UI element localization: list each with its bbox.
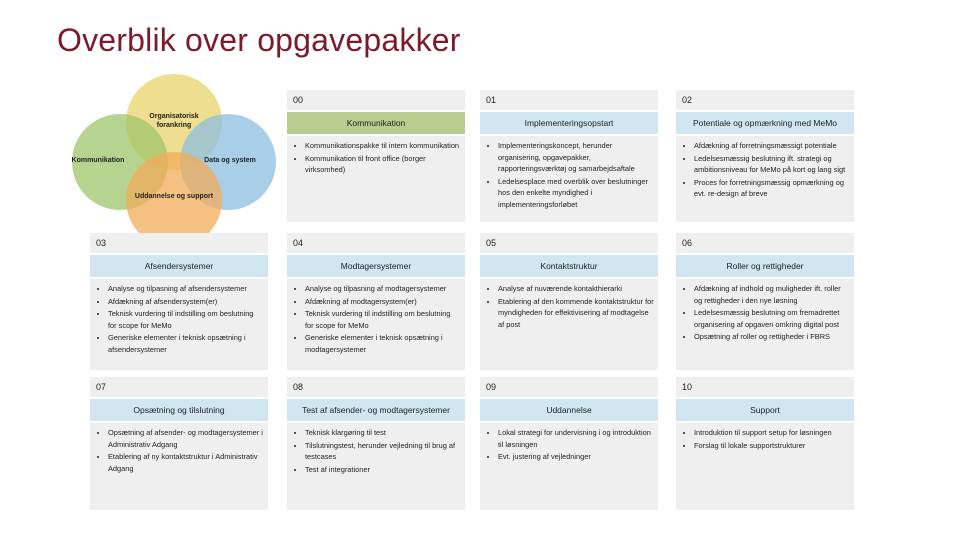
- task-title: Potentiale og opmærkning med MeMo: [676, 112, 854, 134]
- venn-label-bottom: Uddannelse og support: [134, 193, 214, 200]
- task-item: • Opsætning af afsender- og modtagersystemer i Administrativ Adgang: [108, 427, 264, 450]
- task-body: [90, 423, 268, 510]
- task-number: 10: [676, 377, 854, 397]
- venn-label-right: Data og system: [204, 157, 256, 164]
- task-cell-04: [287, 233, 465, 370]
- task-number: 07: [90, 377, 268, 397]
- task-item: • Afdækning af indhold og muligheder ift. roller og rettigheder i den nye løsning: [694, 283, 850, 306]
- task-title: Kommunikation: [287, 112, 465, 134]
- task-item: • Teknisk vurdering til indstilling om beslutning for scope for MeMo: [305, 308, 461, 331]
- task-item: • Generiske elementer i teknisk opsætning i modtagersystemer: [305, 332, 461, 355]
- task-cell-07: [90, 377, 268, 510]
- task-item: • Afdækning af modtagersystem(er): [305, 296, 461, 308]
- task-cell-10: [676, 377, 854, 510]
- task-item: • Analyse og tilpasning af afsendersystemer: [108, 283, 264, 295]
- task-body: [480, 136, 658, 222]
- task-title: Opsætning og tilslutning: [90, 399, 268, 421]
- task-cell-02: [676, 90, 854, 222]
- task-body: [287, 423, 465, 510]
- task-title: Support: [676, 399, 854, 421]
- task-number: 02: [676, 90, 854, 110]
- task-title: Test af afsender- og modtagersystemer: [287, 399, 465, 421]
- task-item: • Ledelsesmæssig beslutning ift. strategi og ambitionsniveau for MeMo på kort og lang sigt: [694, 153, 850, 176]
- task-item: • Kommunikationspakke til intern kommunikation: [305, 140, 461, 152]
- task-number: 01: [480, 90, 658, 110]
- task-item: • Generiske elementer i teknisk opsætning i afsendersystemer: [108, 332, 264, 355]
- task-item: • Analyse og tilpasning af modtagersystemer: [305, 283, 461, 295]
- task-body: [287, 136, 465, 222]
- task-body: [480, 423, 658, 510]
- task-item: • Teknisk klargøring til test: [305, 427, 461, 439]
- task-item: • Ledelsesplace med overblik over beslutninger hos den enkelte myndighed i implementeringsforløbet: [498, 176, 654, 211]
- task-item: • Forslag til lokale supportstrukturer: [694, 440, 850, 452]
- task-item: • Analyse af nuværende kontakthierarki: [498, 283, 654, 295]
- task-item: • Ledelsesmæssig beslutning om fremadrettet organisering af opgaven omkring digital post: [694, 307, 850, 330]
- task-cell-01: [480, 90, 658, 222]
- task-item: • Etablering af ny kontaktstruktur i Administrativ Adgang: [108, 451, 264, 474]
- task-item: • Proces for forretningsmæssig opmærkning og evt. re-design af breve: [694, 177, 850, 200]
- task-item: • Evt. justering af vejledninger: [498, 451, 654, 463]
- task-item: • Introduktion til support setup for løsningen: [694, 427, 850, 439]
- venn-diagram: [68, 74, 278, 246]
- task-item: • Tilslutningstest, herunder vejledning til brug af testcases: [305, 440, 461, 463]
- task-cell-06: [676, 233, 854, 370]
- task-title: Modtagersystemer: [287, 255, 465, 277]
- task-body: [676, 279, 854, 370]
- task-item: • Kommunikation til front office (borger virksomhed): [305, 153, 461, 176]
- task-number: 09: [480, 377, 658, 397]
- task-cell-08: [287, 377, 465, 510]
- task-title: Afsendersystemer: [90, 255, 268, 277]
- task-body: [676, 136, 854, 222]
- task-cell-00: [287, 90, 465, 222]
- task-item: • Implementeringskoncept, herunder organisering, opgavepakker, rapporteringsværktøj og samarbejdsaftale: [498, 140, 654, 175]
- task-number: 00: [287, 90, 465, 110]
- task-cell-09: [480, 377, 658, 510]
- task-body: [90, 279, 268, 370]
- task-number: 05: [480, 233, 658, 253]
- task-item: • Opsætning af roller og rettigheder i FBRS: [694, 331, 850, 343]
- venn-label-top: Organisatorisk forankring: [149, 113, 199, 129]
- task-item: • Test af integrationer: [305, 464, 461, 476]
- task-item: • Afdækning af afsendersystem(er): [108, 296, 264, 308]
- slide-title: Overblik over opgavepakker: [57, 22, 461, 58]
- task-number: 03: [90, 233, 268, 253]
- task-cell-03: [90, 233, 268, 370]
- task-body: [287, 279, 465, 370]
- task-title: Kontaktstruktur: [480, 255, 658, 277]
- task-body: [676, 423, 854, 510]
- task-item: • Etablering af den kommende kontaktstruktur for myndigheden for effektivisering af modtagelse af post: [498, 296, 654, 331]
- task-number: 06: [676, 233, 854, 253]
- task-number: 04: [287, 233, 465, 253]
- task-item: • Lokal strategi for undervisning i og introduktion til løsningen: [498, 427, 654, 450]
- task-title: Uddannelse: [480, 399, 658, 421]
- task-title: Implementeringsopstart: [480, 112, 658, 134]
- venn-label-left: Kommunikation: [71, 157, 125, 164]
- task-cell-05: [480, 233, 658, 370]
- task-number: 08: [287, 377, 465, 397]
- task-body: [480, 279, 658, 370]
- task-item: • Afdækning af forretningsmæssigt potentiale: [694, 140, 850, 152]
- task-item: • Teknisk vurdering til indstilling om beslutning for scope for MeMo: [108, 308, 264, 331]
- task-title: Roller og rettigheder: [676, 255, 854, 277]
